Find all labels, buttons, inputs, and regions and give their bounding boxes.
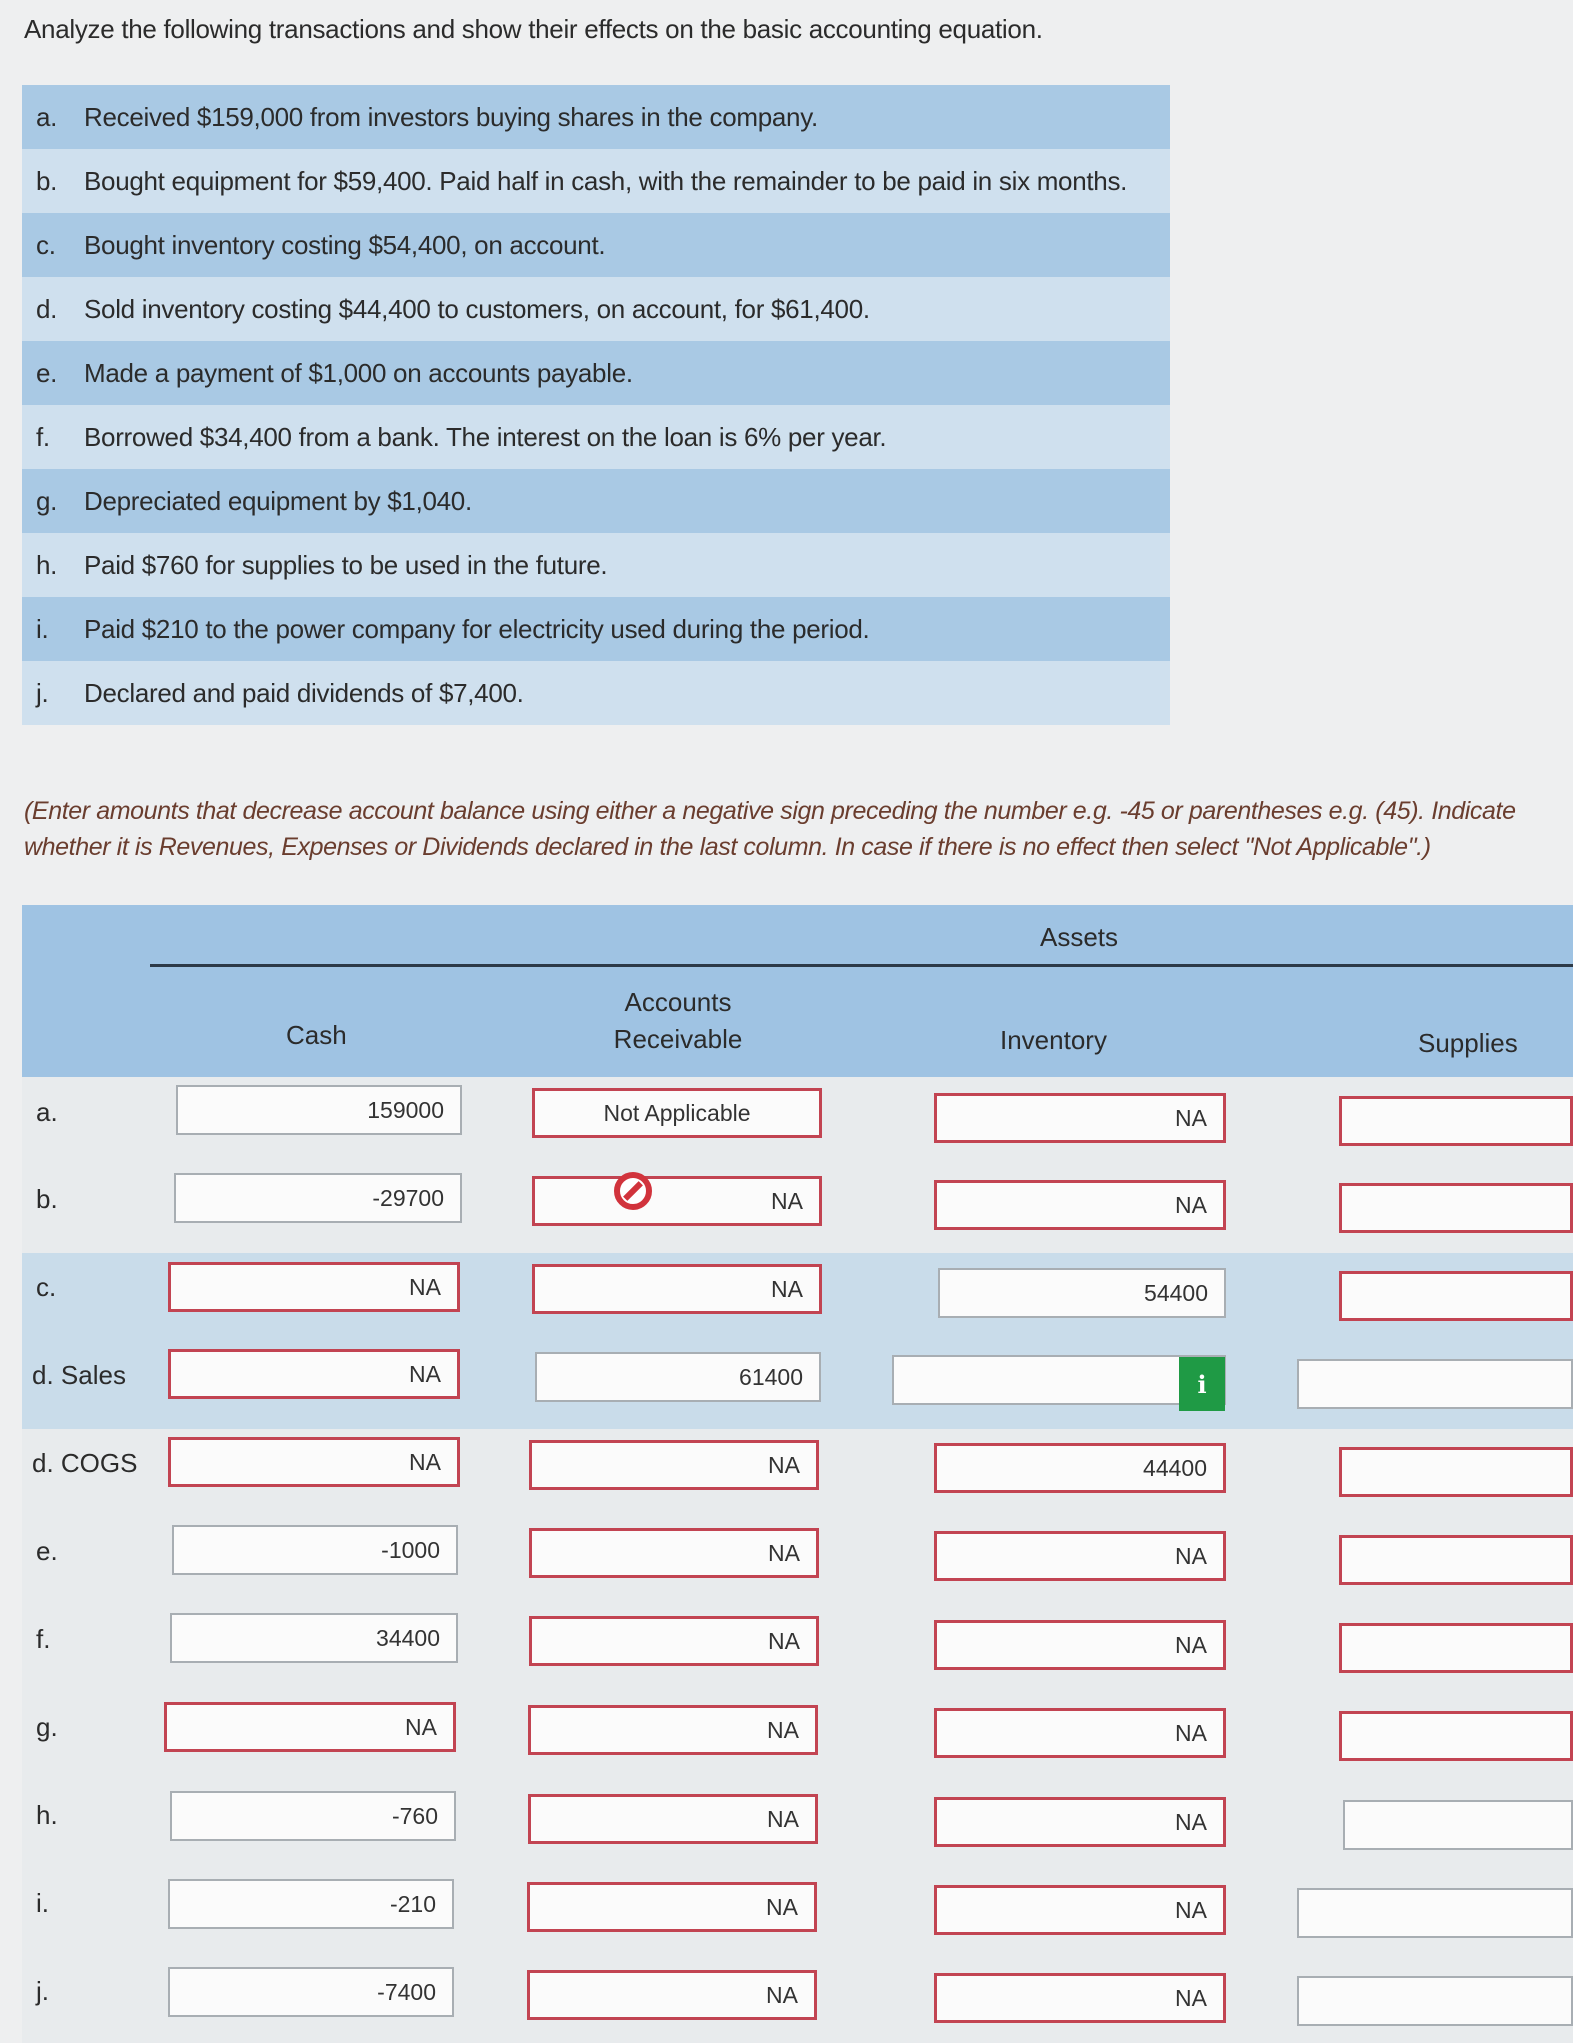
inventory-input[interactable]: NA	[934, 1708, 1226, 1758]
transaction-letter: a.	[36, 101, 58, 132]
transaction-item	[22, 85, 1170, 149]
inventory-input[interactable]: NA	[934, 1620, 1226, 1670]
transaction-text: Depreciated equipment by $1,040.	[84, 485, 472, 516]
accounts-receivable-input[interactable]: NA	[529, 1528, 819, 1578]
transaction-item	[22, 213, 1170, 277]
supplies-input[interactable]	[1339, 1271, 1573, 1321]
inventory-input[interactable]: NA	[934, 1885, 1226, 1935]
column-header-cash: Cash	[286, 1020, 347, 1050]
supplies-input[interactable]	[1339, 1623, 1573, 1673]
info-icon[interactable]: i	[1179, 1357, 1225, 1411]
row-label: f.	[36, 1624, 51, 1654]
inventory-input[interactable]: NA	[934, 1180, 1226, 1230]
column-header-supplies: Supplies	[1418, 1028, 1518, 1058]
transaction-item	[22, 149, 1170, 213]
transaction-text: Declared and paid dividends of $7,400.	[84, 677, 524, 708]
cash-input[interactable]: 34400	[170, 1613, 458, 1663]
accounts-receivable-input[interactable]: Not Applicable	[532, 1088, 822, 1138]
transaction-letter: d.	[36, 293, 58, 324]
cash-input[interactable]: -7400	[168, 1967, 454, 2017]
transaction-item	[22, 661, 1170, 725]
header-divider	[150, 964, 1573, 967]
accounts-receivable-input[interactable]: NA	[528, 1794, 818, 1844]
cash-input[interactable]: -29700	[174, 1173, 462, 1223]
transaction-letter: b.	[36, 165, 58, 196]
transaction-text: Bought inventory costing $54,400, on account.	[84, 229, 606, 260]
column-header-accounts-receivable	[600, 984, 756, 1058]
column-header-ar-line2: Receivable	[613, 1024, 743, 1054]
transaction-text: Bought equipment for $59,400. Paid half in cash, with the remainder to be paid in six months.	[84, 165, 1128, 196]
transaction-letter: j.	[36, 677, 49, 708]
supplies-input[interactable]	[1339, 1535, 1573, 1585]
accounts-receivable-input[interactable]: NA	[532, 1176, 822, 1226]
transaction-list	[22, 85, 1170, 725]
supplies-input[interactable]	[1339, 1711, 1573, 1761]
inventory-input[interactable]: NA	[934, 1531, 1226, 1581]
supplies-input[interactable]	[1343, 1800, 1573, 1850]
transaction-letter: c.	[36, 229, 56, 260]
row-label: j.	[36, 1976, 49, 2006]
transaction-item	[22, 533, 1170, 597]
transaction-item	[22, 405, 1170, 469]
cash-input[interactable]: NA	[164, 1702, 456, 1752]
transaction-letter: f.	[36, 421, 50, 452]
transaction-item	[22, 277, 1170, 341]
inventory-input[interactable]: NA	[934, 1797, 1226, 1847]
transaction-text: Sold inventory costing $44,400 to customers, on account, for $61,400.	[84, 293, 870, 324]
cash-input[interactable]: -760	[170, 1791, 456, 1841]
transaction-item	[22, 597, 1170, 661]
row-label: i.	[36, 1888, 49, 1918]
accounts-receivable-input[interactable]: NA	[532, 1264, 822, 1314]
transaction-letter: i.	[36, 613, 49, 644]
supplies-input[interactable]	[1297, 1976, 1573, 2026]
transaction-text: Borrowed $34,400 from a bank. The interest on the loan is 6% per year.	[84, 421, 887, 452]
supplies-input[interactable]	[1297, 1888, 1573, 1938]
cash-input[interactable]: NA	[168, 1262, 460, 1312]
inventory-input[interactable]	[892, 1355, 1226, 1405]
row-label: b.	[36, 1184, 58, 1214]
accounts-receivable-input[interactable]: NA	[527, 1970, 817, 2020]
cash-input[interactable]: -1000	[172, 1525, 458, 1575]
accounts-receivable-input[interactable]: NA	[529, 1440, 819, 1490]
transaction-item	[22, 341, 1170, 405]
row-label: g.	[36, 1712, 58, 1742]
accounts-receivable-input[interactable]: NA	[528, 1705, 818, 1755]
transaction-item	[22, 469, 1170, 533]
column-header-inventory: Inventory	[1000, 1025, 1107, 1055]
inventory-input[interactable]: 44400	[934, 1443, 1226, 1493]
transaction-letter: g.	[36, 485, 58, 516]
no-entry-icon	[614, 1172, 652, 1210]
transaction-text: Made a payment of $1,000 on accounts payable.	[84, 357, 633, 388]
supplies-input[interactable]	[1339, 1447, 1573, 1497]
supplies-input[interactable]	[1297, 1359, 1573, 1409]
assets-group-header: Assets	[1040, 922, 1119, 952]
accounts-receivable-input[interactable]: NA	[527, 1882, 817, 1932]
transaction-letter: h.	[36, 549, 58, 580]
supplies-input[interactable]	[1339, 1183, 1573, 1233]
inventory-input[interactable]: NA	[934, 1093, 1226, 1143]
transaction-letter: e.	[36, 357, 58, 388]
inventory-input[interactable]: NA	[934, 1973, 1226, 2023]
cash-input[interactable]: NA	[168, 1437, 460, 1487]
row-label: d. Sales	[32, 1360, 126, 1390]
supplies-input[interactable]	[1339, 1096, 1573, 1146]
cash-input[interactable]: 159000	[176, 1085, 462, 1135]
transaction-text: Received $159,000 from investors buying shares in the company.	[84, 101, 818, 132]
accounts-receivable-input[interactable]: NA	[529, 1616, 819, 1666]
row-label: c.	[36, 1272, 57, 1302]
inventory-input[interactable]: 54400	[938, 1268, 1226, 1318]
transaction-text: Paid $760 for supplies to be used in the future.	[84, 549, 608, 580]
transaction-text: Paid $210 to the power company for electricity used during the period.	[84, 613, 870, 644]
row-label: a.	[36, 1097, 58, 1127]
cash-input[interactable]: NA	[168, 1349, 460, 1399]
accounts-receivable-input[interactable]: 61400	[535, 1352, 821, 1402]
question-prompt: Analyze the following transactions and show their effects on the basic accounting equation.	[24, 14, 1043, 44]
table-header	[22, 905, 1573, 1077]
row-label: e.	[36, 1536, 58, 1566]
column-header-ar-line1: Accounts	[624, 987, 732, 1017]
row-label: h.	[36, 1800, 58, 1830]
cash-input[interactable]: -210	[168, 1879, 454, 1929]
instructions-note: (Enter amounts that decrease account balance using either a negative sign preceding the number e.g. -45 or parentheses e.g. (45). Indicate whether it is Revenues, Expenses or Dividends declared in the last column. In case if there is no effect then select "Not Applicable".)	[24, 797, 1516, 861]
row-label: d. COGS	[32, 1448, 138, 1478]
